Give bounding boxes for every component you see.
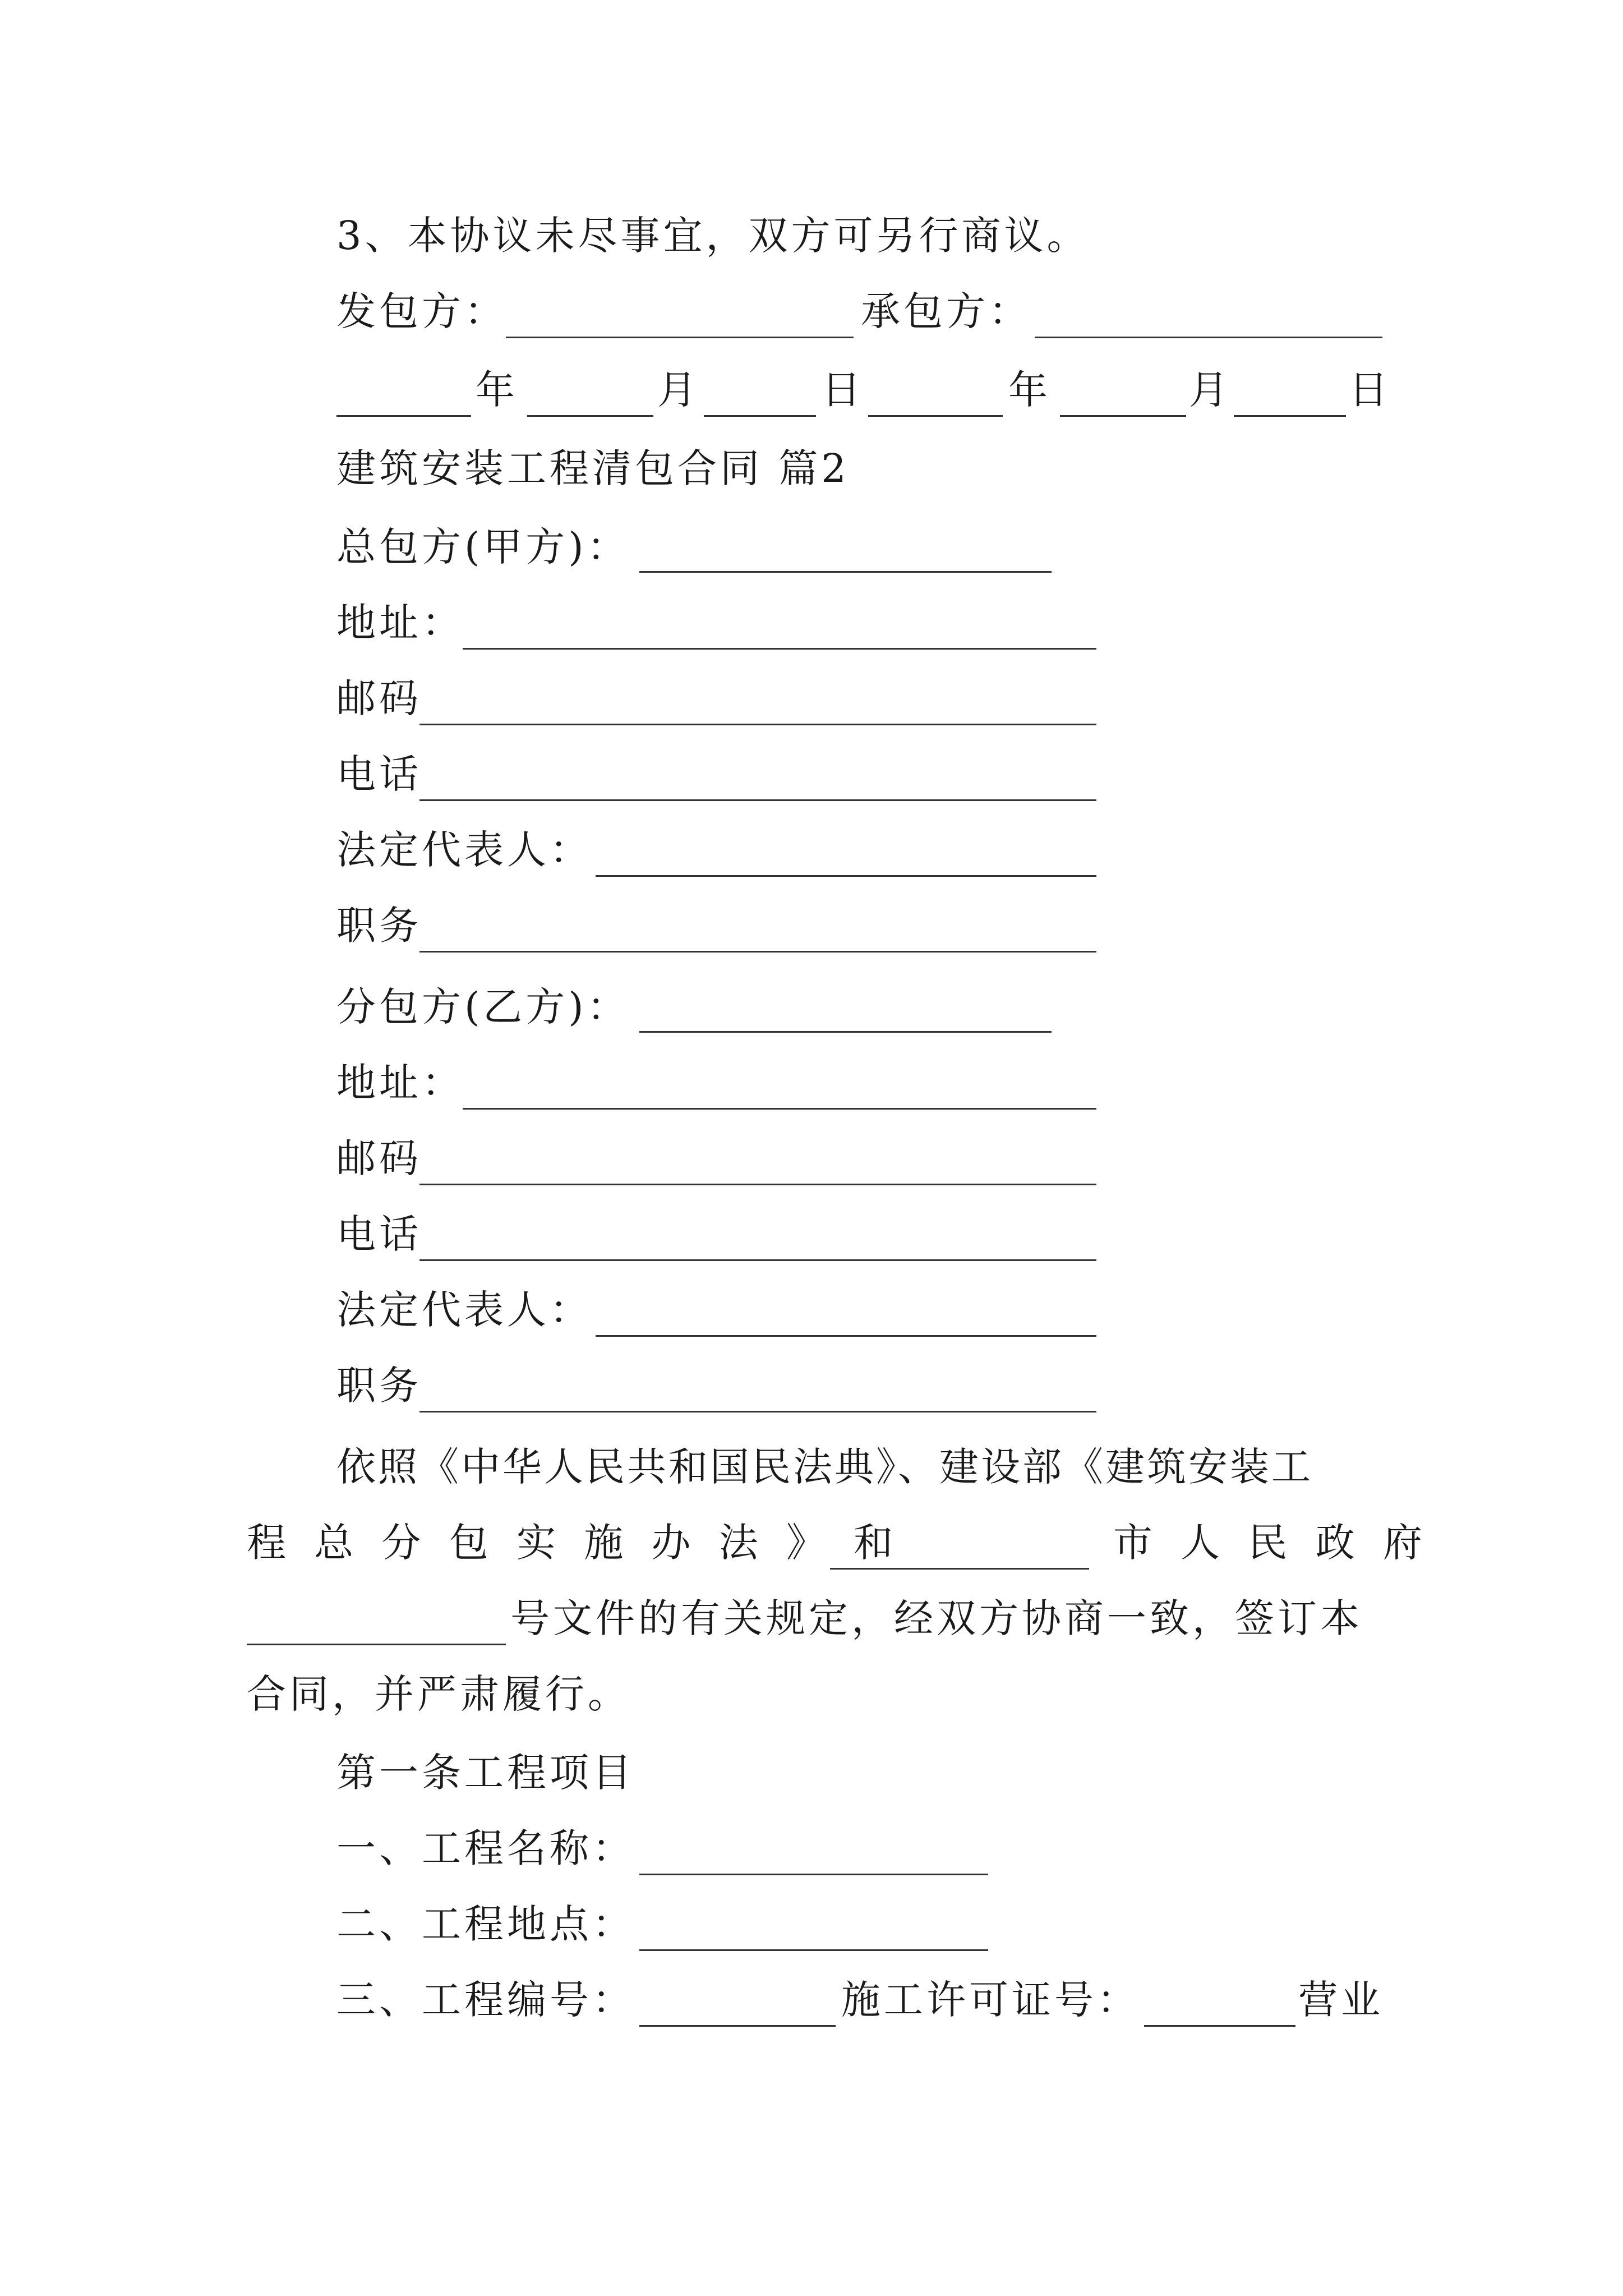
- party-a-blank[interactable]: [639, 571, 1052, 573]
- preamble-line-4: 合同，并严肃履行。: [247, 1671, 630, 1717]
- project-name-label: 一、工程名称：: [336, 1825, 635, 1871]
- month-blank-1[interactable]: [527, 415, 653, 417]
- business-license-label-partial: 营业: [1298, 1977, 1384, 2023]
- month-blank-2[interactable]: [1060, 415, 1186, 417]
- party-b-position-label: 职务: [336, 1363, 422, 1409]
- month-label-2: 月: [1189, 367, 1228, 413]
- preamble-line-2-part-1: 程 总 分 包 实 施 办 法 》 和: [247, 1520, 901, 1566]
- party-a-postcode-blank[interactable]: [419, 724, 1096, 725]
- party-a-address-label: 地址：: [336, 600, 464, 646]
- month-label-1: 月: [657, 367, 697, 413]
- employer-label: 发包方：: [336, 288, 507, 334]
- preamble-line-1: 依照《中华人民共和国民法典》、建设部《建筑安装工: [336, 1444, 1313, 1490]
- party-b-label: 分包方(乙方)：: [336, 984, 630, 1030]
- contractor-label: 承包方：: [861, 288, 1031, 334]
- section-title: 建筑安装工程清包合同 篇2: [336, 445, 850, 491]
- party-b-address-label: 地址：: [336, 1060, 464, 1106]
- preamble-line-3: 号文件的有关规定，经双方协商一致，签订本: [510, 1595, 1363, 1641]
- party-a-legal-rep-blank[interactable]: [596, 875, 1096, 877]
- year-label-1: 年: [476, 367, 515, 413]
- party-b-phone-blank[interactable]: [419, 1259, 1096, 1261]
- party-a-address-blank[interactable]: [463, 648, 1096, 650]
- party-b-address-blank[interactable]: [463, 1108, 1096, 1110]
- document-number-blank[interactable]: [247, 1644, 506, 1645]
- party-b-phone-label: 电话: [336, 1211, 422, 1257]
- day-label-2: 日: [1349, 367, 1388, 413]
- party-b-legal-rep-blank[interactable]: [596, 1335, 1096, 1337]
- contractor-blank[interactable]: [1035, 337, 1382, 338]
- day-blank-1[interactable]: [704, 415, 816, 417]
- employer-blank[interactable]: [506, 337, 854, 338]
- article-1-heading: 第一条工程项目: [336, 1750, 635, 1796]
- party-b-postcode-blank[interactable]: [419, 1184, 1096, 1185]
- party-a-phone-blank[interactable]: [419, 799, 1096, 801]
- project-location-label: 二、工程地点：: [336, 1901, 635, 1947]
- party-a-phone-label: 电话: [336, 751, 422, 797]
- project-location-blank[interactable]: [639, 1949, 988, 1951]
- party-b-postcode-label: 邮码: [336, 1135, 422, 1181]
- party-a-legal-rep-label: 法定代表人：: [336, 827, 592, 873]
- construction-permit-label: 施工许可证号：: [841, 1977, 1140, 2023]
- party-a-position-blank[interactable]: [419, 951, 1096, 953]
- project-name-blank[interactable]: [639, 1874, 988, 1875]
- clause-3-text: 3、本协议未尽事宜，双方可另行商议。: [336, 213, 1090, 259]
- party-a-position-label: 职务: [336, 903, 422, 949]
- project-number-label: 三、工程编号：: [336, 1977, 635, 2023]
- party-a-label: 总包方(甲方)：: [336, 524, 630, 570]
- party-b-blank[interactable]: [639, 1031, 1052, 1033]
- party-b-legal-rep-label: 法定代表人：: [336, 1287, 592, 1333]
- city-blank[interactable]: [830, 1568, 1089, 1570]
- year-blank-1[interactable]: [336, 415, 471, 417]
- preamble-line-2-part-2: 市 人 民 政 府: [1113, 1520, 1431, 1566]
- party-a-postcode-label: 邮码: [336, 675, 422, 721]
- year-blank-2[interactable]: [868, 415, 1003, 417]
- day-blank-2[interactable]: [1234, 415, 1346, 417]
- party-b-position-blank[interactable]: [419, 1411, 1096, 1412]
- year-label-2: 年: [1008, 367, 1048, 413]
- day-label-1: 日: [822, 367, 861, 413]
- construction-permit-blank[interactable]: [1144, 2025, 1295, 2027]
- project-number-blank[interactable]: [639, 2025, 836, 2027]
